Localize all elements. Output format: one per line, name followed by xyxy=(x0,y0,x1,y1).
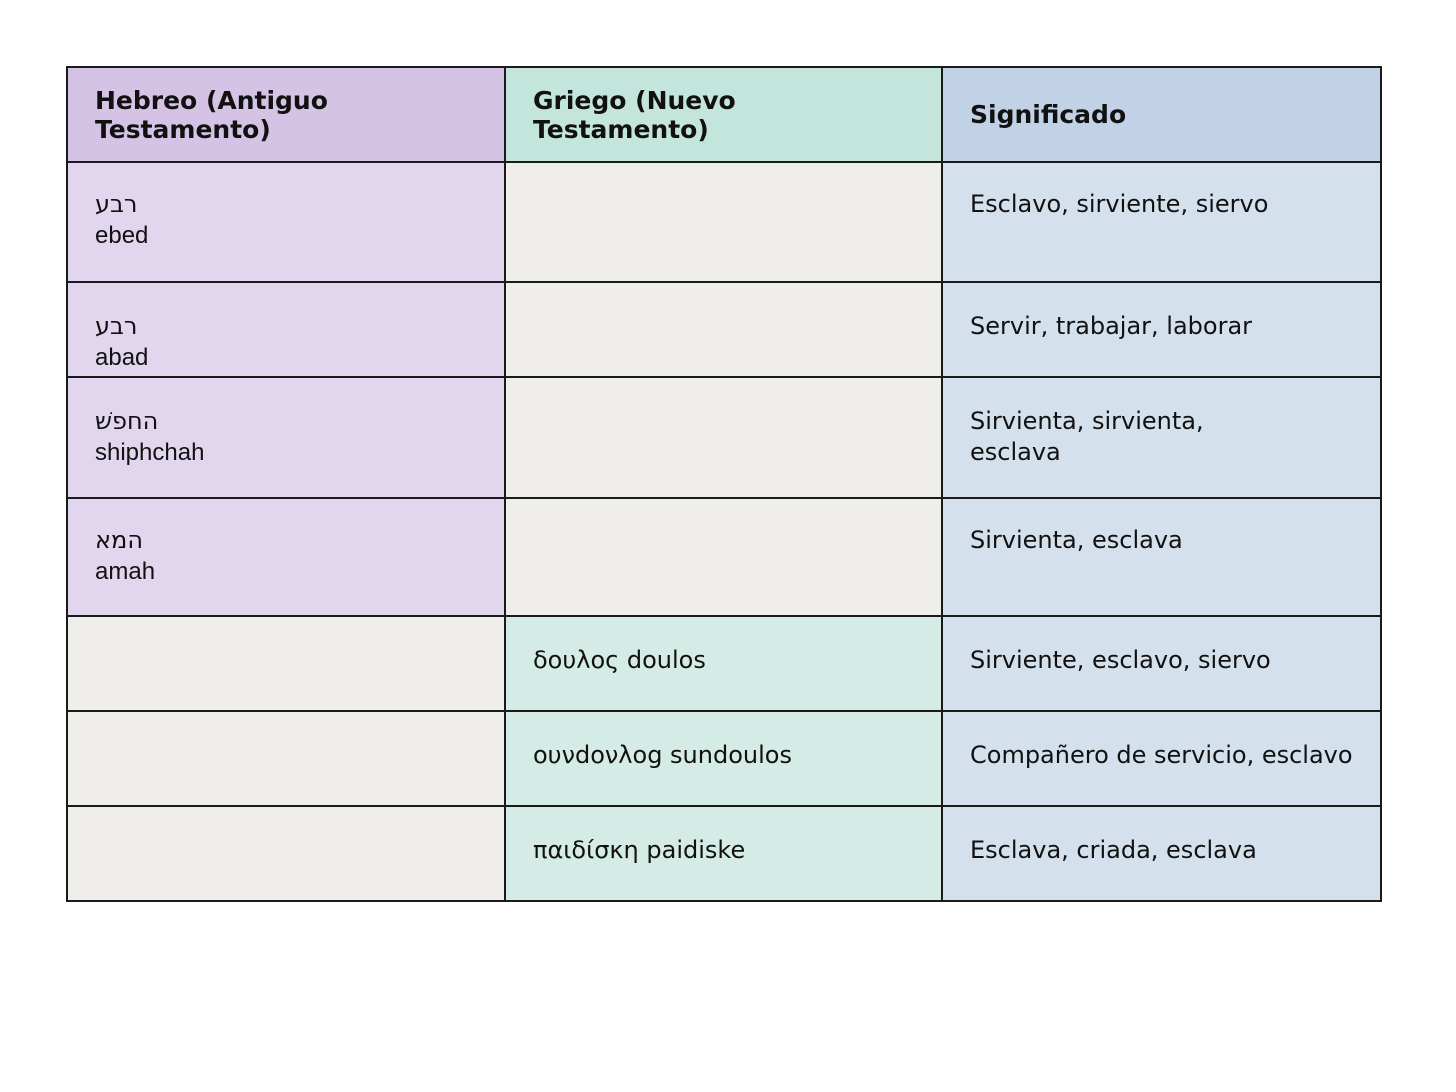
greek-cell xyxy=(505,498,942,616)
meaning-cell: Compañero de servicio, esclavo xyxy=(942,711,1381,806)
hebrew-word: רבע xyxy=(95,190,138,218)
table-row xyxy=(67,162,1381,282)
table-row xyxy=(67,711,1381,806)
hebrew-word: המא xyxy=(95,526,144,554)
hebrew-cell xyxy=(67,498,505,616)
table-row xyxy=(67,282,1381,377)
header-row xyxy=(67,67,1381,162)
greek-cell: παιδίσκη paidiske xyxy=(505,806,942,901)
meaning-cell xyxy=(942,377,1381,498)
table-row xyxy=(67,616,1381,711)
hebrew-word: החפשׁ xyxy=(95,407,159,435)
hebrew-cell xyxy=(67,806,505,901)
header-greek: Griego (Nuevo Testamento) xyxy=(505,67,942,162)
greek-cell: δουλος doulos xyxy=(505,616,942,711)
greek-cell xyxy=(505,282,942,377)
header-hebrew: Hebreo (Antiguo Testamento) xyxy=(67,67,505,162)
word-table xyxy=(66,66,1382,902)
hebrew-transliteration: abad xyxy=(95,344,149,371)
hebrew-transliteration: ebed xyxy=(95,222,149,249)
meaning-cell: Sirviente, esclavo, siervo xyxy=(942,616,1381,711)
table-row xyxy=(67,498,1381,616)
hebrew-word: רבע xyxy=(95,312,138,340)
hebrew-transliteration: shiphchah xyxy=(95,439,205,466)
table-row xyxy=(67,806,1381,901)
hebrew-cell xyxy=(67,162,505,282)
table-row xyxy=(67,377,1381,498)
meaning-cell: Esclava, criada, esclava xyxy=(942,806,1381,901)
hebrew-cell xyxy=(67,711,505,806)
header-meaning: Significado xyxy=(942,67,1381,162)
hebrew-cell xyxy=(67,377,505,498)
meaning-cell: Servir, trabajar, laborar xyxy=(942,282,1381,377)
hebrew-cell xyxy=(67,616,505,711)
meaning-cell: Sirvienta, esclava xyxy=(942,498,1381,616)
hebrew-transliteration: amah xyxy=(95,558,156,585)
meaning-cell: Esclavo, sirviente, siervo xyxy=(942,162,1381,282)
meaning-text: Sirvienta, sirvienta, esclava xyxy=(970,407,1204,466)
greek-cell: ουνdονλog sundoulos xyxy=(505,711,942,806)
hebrew-cell xyxy=(67,282,505,377)
greek-cell xyxy=(505,377,942,498)
greek-cell xyxy=(505,162,942,282)
word-table-container xyxy=(66,66,1380,902)
